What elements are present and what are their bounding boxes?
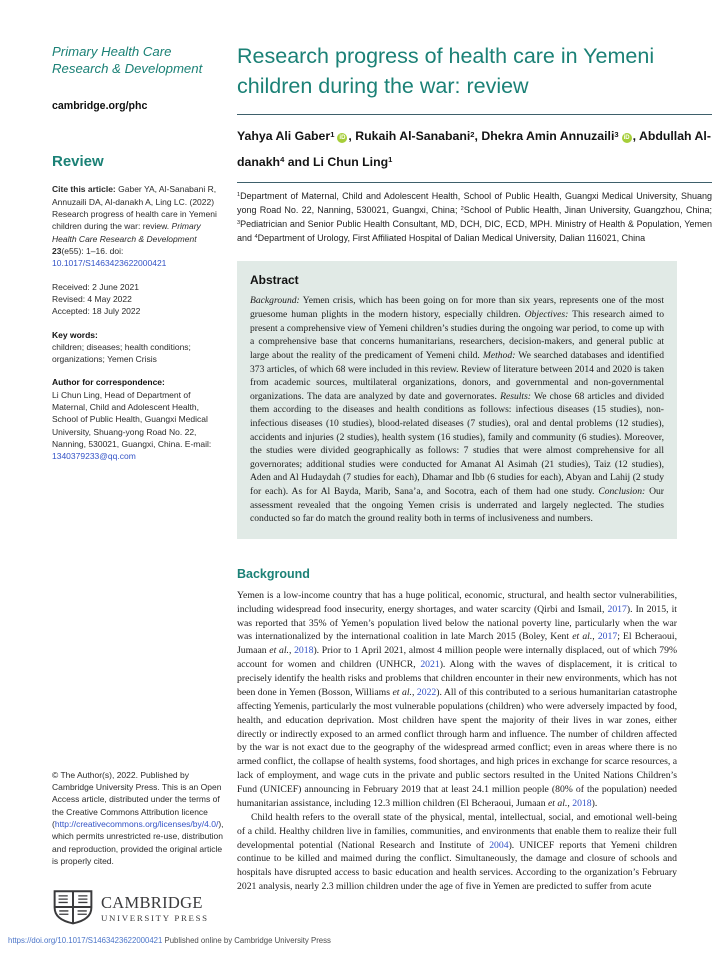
abstract-box: [237, 261, 677, 538]
article: [237, 0, 712, 894]
background-heading: Background: [237, 566, 310, 581]
authors-divider: [237, 182, 712, 183]
background-paragraph-2: Child health refers to the overall state of the physical, mental, intellectual, social, and emotional well-being of a child. Healthy children live in families, communities, and environments that enable them to realize their full developmental potential (National Research and Institute of 2004). UNICEF reports that Yemeni children continue to be killed and maimed during the conflict. Simultaneously, the damage and closure of schools and hospitals have disrupted access to basic education and health services. According to the organization’s February 2021 analysis, nearly 2.3 million children under the age of five in Yemen are predicted to suffer from acute: [237, 811, 677, 893]
authors-line: Yahya Ali Gaber$^1$ iD , Rukaih Al-Sanabani$^2$, Dhekra Amin Annuzaili$^3$ iD , Abdullah Al-danakh$^4$ and Li Chun Ling$^1$: [237, 129, 711, 169]
background-paragraph-1: Yemen is a low-income country that has a huge political, economic, structural, and health sector vulnerabilities, including widespread food insecurity, energy shortages, and water scarcity (Qirbi and Ismail, 2017). In 2015, it was reported that 35% of Yemen’s population lived below the national poverty line, particularly when the war was internationalized by the international coalition in late March 2015 (Boley, Kent et al., 2017; El Bcheraoui, Jumaan et al., 2018). Prior to 1 April 2021, almost 4 million people were internally displaced, out of which 79% account for women and children (UNHCR, 2021). Along with the waves of displacement, it is critical to precisely identify the health risks and problems that children encounter in their new environments, which has not been done in Yemen (Bosson, Williams et al., 2022). All of this contributed to a serious humanitarian catastrophe affecting Yemenis, particularly the most vulnerable populations (children) who were adversely impacted by food, health, and education deprivation. Most children have spent the majority of their lives in war zones, either directly or indirectly exposed to an armed conflict through harm and influence. The number of children affected by the war is not exact due to the geography of the widespread armed conflict; even in areas where there is no armed conflict, the collapse of health systems, food shortages, and high prices in exchange for scarce resources, a lack of employment, and wage cuts in the private and public sectors resulted in the United Nations Children’s Fund (UNICEF) announcing in February 2019 that at least 24.1 million people (80% of the population) needed humanitarian assistance, including 12.3 million children (El Bcheraoui, Jumaan et al., 2018).: [237, 589, 677, 809]
abstract-heading: Abstract: [250, 273, 299, 288]
inline-link[interactable]: 1340379233@qq.com: [52, 451, 136, 462]
inline-link[interactable]: 2017: [607, 603, 627, 615]
journal-url-link[interactable]: cambridge.org/phc: [52, 100, 148, 113]
footer-note: https://doi.org/10.1017/S1463423622000421 Published online by Cambridge University Press: [8, 936, 331, 945]
cambridge-logo: [52, 889, 224, 928]
correspondence-label: Author for correspondence:: [52, 377, 165, 388]
inline-link[interactable]: 2018: [572, 797, 592, 809]
journal-name: [52, 43, 224, 77]
inline-link[interactable]: 2004: [489, 839, 509, 851]
inline-link[interactable]: http://creativecommons.org/licenses/by/4.0/: [54, 818, 219, 829]
accepted-date: Accepted: 18 July 2022: [52, 306, 141, 317]
inline-link[interactable]: 2017: [597, 631, 618, 643]
article-title: Research progress of health care in Yemeni children during the war: review: [237, 44, 655, 98]
correspondence-block: [52, 376, 224, 462]
inline-link[interactable]: 2021: [420, 659, 440, 671]
inline-link[interactable]: 2018: [294, 645, 314, 657]
cambridge-shield-icon: [52, 889, 94, 928]
keywords-label: Key words:: [52, 329, 98, 340]
logo-line2: UNIVERSITY PRESS: [101, 912, 209, 923]
history-block: [52, 281, 224, 318]
journal-name-line2: Research & Development: [52, 61, 203, 77]
journal-name-line1: Primary Health Care: [52, 44, 172, 59]
sidebar: [52, 43, 224, 928]
orcid-icon: iD: [339, 135, 346, 142]
background-body: [237, 589, 677, 894]
logo-wordmark: [101, 895, 209, 922]
received-date: Received: 2 June 2021: [52, 281, 139, 292]
revised-date: Revised: 4 May 2022: [52, 293, 132, 304]
keywords-text: children; diseases; health conditions; organizations; Yemen Crisis: [52, 341, 191, 365]
copyright-notice: © The Author(s), 2022. Published by Cambridge University Press. This is an Open Access article, distributed under the terms of the Creative Commons Attribution licence (http://creativecommons.org/licenses/by/4.0/), which permits unrestricted re-use, distribution and reproduction, provided the original article is properly cited.: [52, 769, 224, 866]
orcid-icon: iD: [623, 135, 630, 142]
section-label: Review: [52, 152, 104, 170]
keywords-block: [52, 329, 224, 366]
cite-block: Cite this article: Gaber YA, Al-Sanabani R, Annuzaili DA, Al-danakh A, Ling LC. (2022) Research progress of health care in Yemeni children during the war: review. Primary Health Care Research & Development 23(e55): 1–16. doi: 10.1017/S1463423622000421: [52, 184, 217, 269]
abstract-body: Background: Yemen crisis, which has been going on for more than six years, represents one of the most gruesome human plights in the modern history, especially children. Objectives: This research aimed to present a comprehensive view of Yemeni children’s studies during the ongoing war period, to come up with a comprehensive base that concerns humanitarians, researchers, decision-makers, and general public at large about the reality of the predicament of Yemeni child. Method: We searched databases and identified 373 articles, of which 68 were included in this review. Review of literature between 2014 and 2020 is taken from academic sources, multilateral organizations, donors, and governmental and non-governmental organizations. The data are analyzed by date and governorates. Results: We chose 68 articles and divided them according to the diseases and health conditions as follows: infectious diseases (15 studies), non-infectious diseases (10 studies), blood-related diseases (7 studies), oral and dental problems (12 studies), accidents and injuries (2 studies), health system (16 studies), family and community (6 studies). Moreover, the studies were divided geographically as follows: 7 studies that were almost comprehensive for all governorates; additional studies were conducted for Amanat Al Asimah (21 studies), Taiz (12 studies), Aden and Al Hudaydah (7 studies for each), Dhamar and Ibb (6 studies for each), Abyan and Lahij (2 study for each). As for Al Bayda, Marib, Sana’a, and Socotra, each of them had one study. Conclusion: Our assessment revealed that the ongoing Yemen crisis is underrated and largely neglected. The studies conducted so far do match the ground reality both in terms of inclusiveness and numbers.: [250, 295, 665, 525]
logo-line1: CAMBRIDGE: [101, 893, 203, 913]
inline-link[interactable]: https://doi.org/10.1017/S1463423622000421: [8, 936, 163, 945]
inline-link[interactable]: 2022: [416, 686, 437, 698]
title-divider: [237, 114, 712, 115]
affiliations: $^1$Department of Maternal, Child and Adolescent Health, School of Public Health, Guangxi Medical University, Shuang yong Road No. 22, Nanning, 530021, Guangxi, China; $^2$School of Public Health, Jinan University, Guangzhou, China; $^3$Pediatrician and Senior Public Health Consultant, MD, DCH, DIC, ECD, MPH. Ministry of Health & Population, Yemen and $^4$Department of Urology, First Affiliated Hospital of Dalian Medical University, Dalian 116021, China: [237, 190, 712, 243]
inline-link[interactable]: 10.1017/S1463423622000421: [52, 258, 167, 269]
correspondence-text: Li Chun Ling, Head of Department of Maternal, Child and Adolescent Health, School of Public Health, Guangxi Medical University, Shuang-yong Road No. 22, Nanning, 530021, Guangxi, China. E-mail: 1340379233@qq.com: [52, 389, 212, 462]
